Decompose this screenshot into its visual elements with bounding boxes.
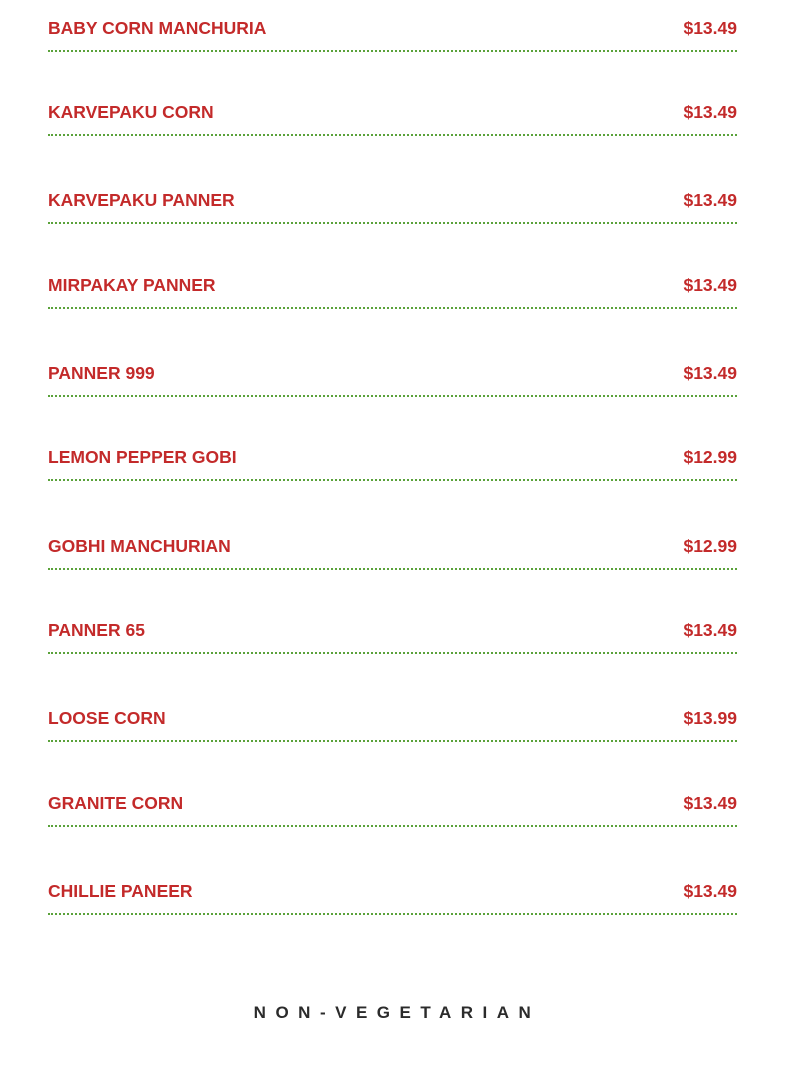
menu-item[interactable] [48,538,737,570]
menu-item-name: PANNER 65 [48,620,145,640]
menu-item-name: KARVEPAKU PANNER [48,190,235,210]
menu-item-price: $13.49 [683,275,737,295]
menu-item[interactable] [48,192,737,224]
menu-item-name: LEMON PEPPER GOBI [48,447,237,467]
section-title-non-vegetarian: NON-VEGETARIAN [253,1003,541,1022]
menu-item[interactable] [48,795,737,827]
menu-item[interactable] [48,277,737,309]
menu-item-price: $13.49 [683,881,737,901]
menu-item-name: PANNER 999 [48,363,155,383]
menu-item-price: $13.49 [683,190,737,210]
menu-item-name: GRANITE CORN [48,793,184,813]
menu-item-name: BABY CORN MANCHURIA [48,18,267,38]
menu-item[interactable] [48,710,737,742]
menu-item[interactable] [48,365,737,397]
menu-item-price: $13.49 [683,793,737,813]
menu-item-price: $12.99 [683,447,737,467]
menu-item[interactable] [48,622,737,654]
menu-item-name: CHILLIE PANEER [48,881,193,901]
menu-item-name: GOBHI MANCHURIAN [48,536,231,556]
menu-item[interactable] [48,883,737,915]
menu-item-price: $13.49 [683,18,737,38]
menu-item-price: $13.49 [683,620,737,640]
menu-item[interactable] [48,104,737,136]
menu-item[interactable] [48,449,737,481]
menu-item[interactable] [48,20,737,52]
menu-item-name: LOOSE CORN [48,708,166,728]
menu-item-price: $12.99 [683,536,737,556]
menu-item-name: MIRPAKAY PANNER [48,275,216,295]
menu-item-price: $13.99 [683,708,737,728]
menu-item-price: $13.49 [683,102,737,122]
menu-item-name: KARVEPAKU CORN [48,102,214,122]
menu-item-price: $13.49 [683,363,737,383]
